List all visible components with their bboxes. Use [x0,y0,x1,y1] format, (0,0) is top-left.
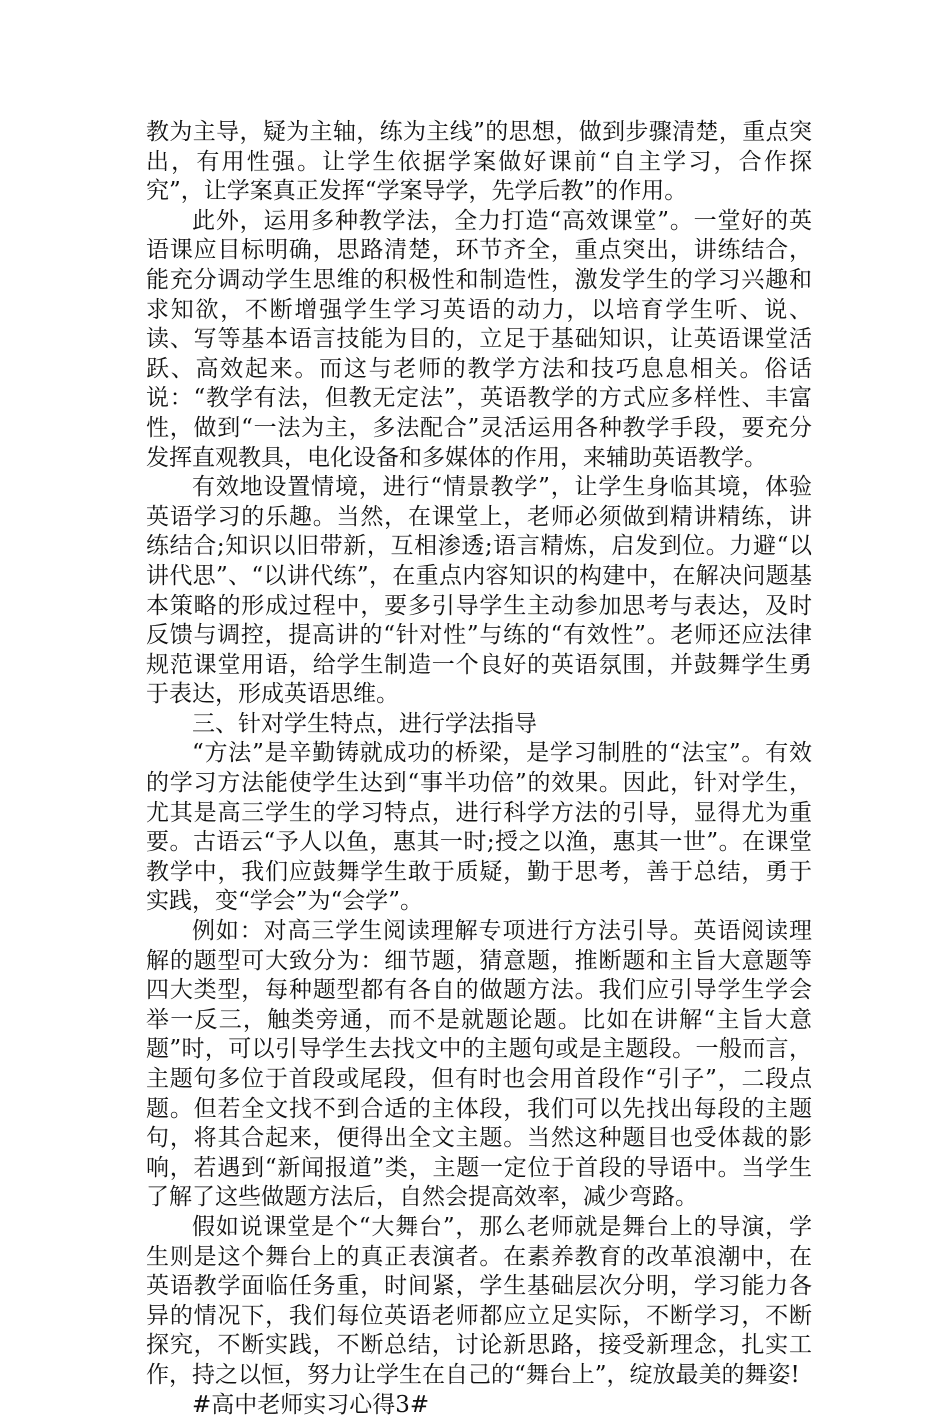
paragraph-methods: “方法”是辛勤铸就成功的桥梁，是学习制胜的“法宝”。有效的学习方法能使学生达到“事半功倍”的效果。因此，针对学生，尤其是高三学生的学习特点，进行科学方法的引导，显得尤为重要。古语云“予人以鱼，惠其一时;授之以渔，惠其一世”。在课堂教学中，我们应鼓舞学生敢于质疑，勤于思考，善于总结，勇于实践，变“学会”为“会学”。 [146,740,813,915]
section-heading-learning-methods: 三、针对学生特点，进行学法指导 [192,710,537,737]
paragraph-big-stage: 假如说课堂是个“大舞台”，那么老师就是舞台上的导演，学生则是这个舞台上的真正表演者。在素养教育的改革浪潮中，在英语教学面临任务重，时间紧，学生基础层次分明，学习能力各异的情况下，我们每位英语老师都应立足实际，不断学习，不断探究，不断实践，不断总结，讨论新思路，接受新理念，扎实工作，持之以恒，努力让学生在自己的“舞台上”，绽放最美的舞姿! [146,1213,812,1388]
document-body [146,118,812,1420]
paragraph-situational-teaching: 有效地设置情境，进行“情景教学”，让学生身临其境，体验英语学习的乐趣。当然，在课堂上，老师必须做到精讲精练，讲练结合;知识以旧带新，互相渗透;语言精炼，启发到位。力避“以讲代思”、“以讲代练”，在重点内容知识的构建中，在解决问题基本策略的形成过程中，要多引导学生主动参加思考与表达，及时反馈与调控，提高讲的“针对性”与练的“有效性”。老师还应法律规范课堂用语，给学生制造一个良好的英语氛围，并鼓舞学生勇于表达，形成英语思维。 [146,474,812,708]
paragraph-reading-example: 例如：对高三学生阅读理解专项进行方法引导。英语阅读理解的题型可大致分为：细节题，猜意题，推断题和主旨大意题等四大类型，每种题型都有各自的做题方法。我们应引导学生学会举一反三，触类旁通，而不是就题论题。比如在讲解“主旨大意题”时，可以引导学生去找文中的主题句或是主题段。一般而言，主题句多位于首段或尾段，但有时也会用首段作“引子”，二段点题。但若全文找不到合适的主体段，我们可以先找出每段的主题句，将其合起来，便得出全文主题。当然这种题目也受体裁的影响，若遇到“新闻报道”类，主题一定位于首段的导语中。当学生了解了这些做题方法后，自然会提高效率，减少弯路。 [146,918,812,1211]
paragraph-continuation: 教为主导，疑为主轴，练为主线”的思想，做到步骤清楚，重点突出，有用性强。让学生依据学案做好课前“自主学习，合作探究”，让学案真正发挥“学案导学，先学后教”的作用。 [146,119,812,205]
section-marker: #高中老师实习心得3# [192,1391,430,1418]
paragraph-efficient-classroom: 此外，运用多种教学法，全力打造“高效课堂”。一堂好的英语课应目标明确，思路清楚，环节齐全，重点突出，讲练结合，能充分调动学生思维的积极性和制造性，激发学生的学习兴趣和求知欲，不断增强学生学习英语的动力，以培育学生听、说、读、写等基本语言技能为目的，立足于基础知识，让英语课堂活跃、高效起来。而这与老师的教学方法和技巧息息相关。俗话说：“教学有法，但教无定法”，英语教学的方式应多样性、丰富性，做到“一法为主，多法配合”灵活运用各种教学手段，要充分发挥直观教具，电化设备和多媒体的作用，来辅助英语教学。 [146,207,812,471]
